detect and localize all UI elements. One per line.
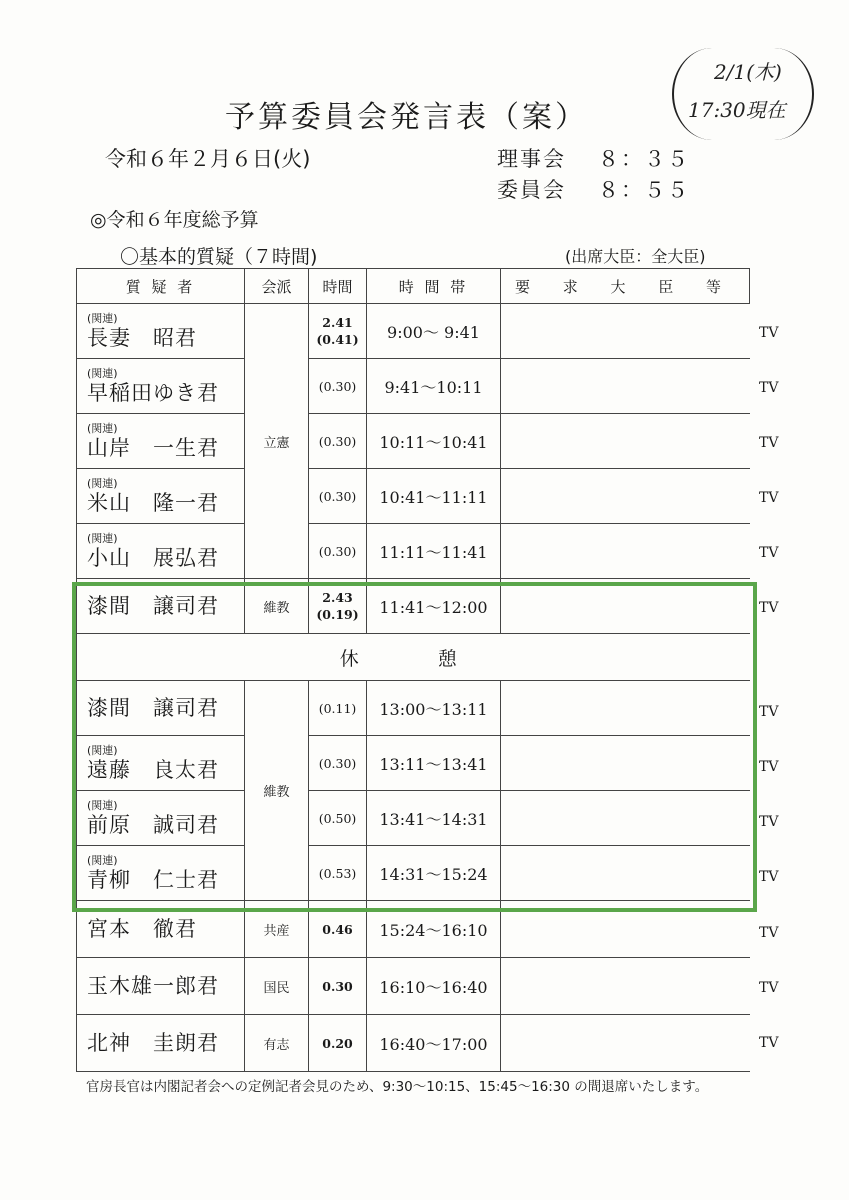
table-row — [77, 469, 750, 524]
questioner-name: 漆間 譲司君 — [87, 594, 219, 618]
timeslot-cell: 9:00～ 9:41 — [367, 304, 501, 359]
related-tag: (関連) — [87, 477, 118, 490]
requests-cell — [501, 524, 750, 579]
questioner-cell — [77, 414, 245, 469]
questioner-name: 宮本 徹君 — [87, 917, 197, 941]
timeslot-cell: 16:10～16:40 — [367, 958, 501, 1015]
break-label: 休 憩 — [77, 634, 750, 681]
timeslot-cell: 13:00～13:11 — [367, 681, 501, 736]
questioner-name: 北神 圭朗君 — [87, 1031, 219, 1055]
duration-cell: (0.53) — [309, 846, 367, 901]
basic-questions-heading: 〇基本的質疑（７時間) — [120, 246, 318, 268]
related-tag: (関連) — [87, 854, 118, 867]
duration-sub: (0.41) — [316, 332, 359, 347]
table-row — [77, 579, 750, 634]
timeslot-cell: 10:11～10:41 — [367, 414, 501, 469]
attending-ministers: (出席大臣：全大臣) — [565, 247, 706, 266]
duration-cell — [309, 304, 367, 359]
duration-total: 2.41 — [322, 315, 353, 330]
timeslot-cell: 11:41～12:00 — [367, 579, 501, 634]
party-cell: 有志 — [245, 1015, 309, 1072]
speaker-schedule-table — [76, 268, 750, 1072]
table-row — [77, 524, 750, 579]
schedule-label-board: 理事会 — [497, 147, 566, 171]
header-party: 会派 — [245, 269, 309, 304]
table-row — [77, 681, 750, 736]
questioner-name: 前原 誠司君 — [87, 813, 219, 837]
duration-sub: (0.19) — [316, 607, 359, 622]
questioner-cell — [77, 524, 245, 579]
tv-marker: TV — [759, 380, 779, 396]
table-header-row — [77, 269, 750, 304]
questioner-name: 漆間 譲司君 — [87, 696, 219, 720]
table-row — [77, 958, 750, 1015]
tv-marker: TV — [759, 980, 779, 996]
duration-total: 2.43 — [322, 590, 353, 605]
timeslot-cell: 10:41～11:11 — [367, 469, 501, 524]
tv-marker: TV — [759, 814, 779, 830]
questioner-cell — [77, 736, 245, 791]
table-row — [77, 304, 750, 359]
header-questioner: 質 疑 者 — [77, 269, 245, 304]
duration-cell: (0.30) — [309, 414, 367, 469]
schedule-label-committee: 委員会 — [497, 178, 566, 202]
schedule-time-committee: ８：５５ — [598, 178, 690, 202]
questioner-cell — [77, 681, 245, 736]
tv-marker: TV — [759, 869, 779, 885]
requests-cell — [501, 681, 750, 736]
party-cell: 維教 — [245, 579, 309, 634]
table-row — [77, 846, 750, 901]
party-cell: 国民 — [245, 958, 309, 1015]
questioner-name: 早稲田ゆき君 — [87, 381, 219, 405]
party-cell: 共産 — [245, 901, 309, 958]
questioner-cell — [77, 304, 245, 359]
table-row — [77, 359, 750, 414]
schedule-time-board: ８：３５ — [598, 147, 690, 171]
related-tag: (関連) — [87, 367, 118, 380]
header-time: 時間 — [309, 269, 367, 304]
requests-cell — [501, 1015, 750, 1072]
timeslot-cell: 9:41～10:11 — [367, 359, 501, 414]
meeting-date: 令和６年２月６日(火) — [105, 147, 311, 171]
related-tag: (関連) — [87, 744, 118, 757]
tv-marker: TV — [759, 925, 779, 941]
requests-cell — [501, 736, 750, 791]
questioner-cell — [77, 1015, 245, 1072]
handwritten-date-note — [672, 48, 814, 140]
tv-marker: TV — [759, 759, 779, 775]
duration-cell — [309, 579, 367, 634]
header-requests: 要 求 大 臣 等 — [501, 269, 750, 304]
questioner-cell — [77, 359, 245, 414]
tv-marker: TV — [759, 704, 779, 720]
requests-cell — [501, 414, 750, 469]
duration-cell: 0.30 — [309, 958, 367, 1015]
questioner-cell — [77, 846, 245, 901]
duration-cell: 0.20 — [309, 1015, 367, 1072]
duration-cell: 0.46 — [309, 901, 367, 958]
tv-marker: TV — [759, 1035, 779, 1051]
tv-marker: TV — [759, 490, 779, 506]
questioner-name: 山岸 一生君 — [87, 436, 219, 460]
duration-cell: (0.30) — [309, 469, 367, 524]
questioner-name: 玉木雄一郎君 — [87, 974, 219, 998]
requests-cell — [501, 304, 750, 359]
related-tag: (関連) — [87, 422, 118, 435]
requests-cell — [501, 359, 750, 414]
handwritten-date: 2/1(木) — [714, 60, 782, 84]
timeslot-cell: 13:11～13:41 — [367, 736, 501, 791]
requests-cell — [501, 901, 750, 958]
questioner-name: 長妻 昭君 — [87, 326, 197, 350]
duration-cell: (0.30) — [309, 359, 367, 414]
table-row — [77, 736, 750, 791]
requests-cell — [501, 579, 750, 634]
requests-cell — [501, 958, 750, 1015]
handwritten-time: 17:30現在 — [688, 98, 786, 122]
duration-cell: (0.11) — [309, 681, 367, 736]
requests-cell — [501, 846, 750, 901]
questioner-cell — [77, 469, 245, 524]
timeslot-cell: 15:24～16:10 — [367, 901, 501, 958]
header-timeslot: 時 間 帯 — [367, 269, 501, 304]
questioner-name: 青柳 仁士君 — [87, 868, 219, 892]
budget-section-heading: ◎令和６年度総予算 — [90, 209, 259, 231]
questioner-name: 遠藤 良太君 — [87, 758, 219, 782]
duration-cell: (0.50) — [309, 791, 367, 846]
table-row — [77, 414, 750, 469]
questioner-cell — [77, 791, 245, 846]
questioner-name: 米山 隆一君 — [87, 491, 219, 515]
table-row — [77, 1015, 750, 1072]
duration-cell: (0.30) — [309, 524, 367, 579]
tv-marker: TV — [759, 545, 779, 561]
tv-marker: TV — [759, 600, 779, 616]
timeslot-cell: 14:31～15:24 — [367, 846, 501, 901]
related-tag: (関連) — [87, 532, 118, 545]
tv-marker: TV — [759, 325, 779, 341]
questioner-cell — [77, 901, 245, 958]
page-title: 予算委員会発言表（案） — [225, 100, 588, 135]
questioner-cell — [77, 958, 245, 1015]
requests-cell — [501, 791, 750, 846]
related-tag: (関連) — [87, 312, 118, 325]
questioner-name: 小山 展弘君 — [87, 546, 219, 570]
timeslot-cell: 11:11～11:41 — [367, 524, 501, 579]
requests-cell — [501, 469, 750, 524]
duration-cell: (0.30) — [309, 736, 367, 791]
table-row — [77, 901, 750, 958]
table-row — [77, 791, 750, 846]
party-cell: 維教 — [245, 681, 309, 901]
footnote: 官房長官は内閣記者会への定例記者会見のため、9:30～10:15、15:45～16:30 の間退席いたします。 — [86, 1079, 709, 1095]
related-tag: (関連) — [87, 799, 118, 812]
tv-marker: TV — [759, 435, 779, 451]
timeslot-cell: 16:40～17:00 — [367, 1015, 501, 1072]
break-row — [77, 634, 750, 681]
questioner-cell — [77, 579, 245, 634]
timeslot-cell: 13:41～14:31 — [367, 791, 501, 846]
party-cell: 立憲 — [245, 304, 309, 579]
